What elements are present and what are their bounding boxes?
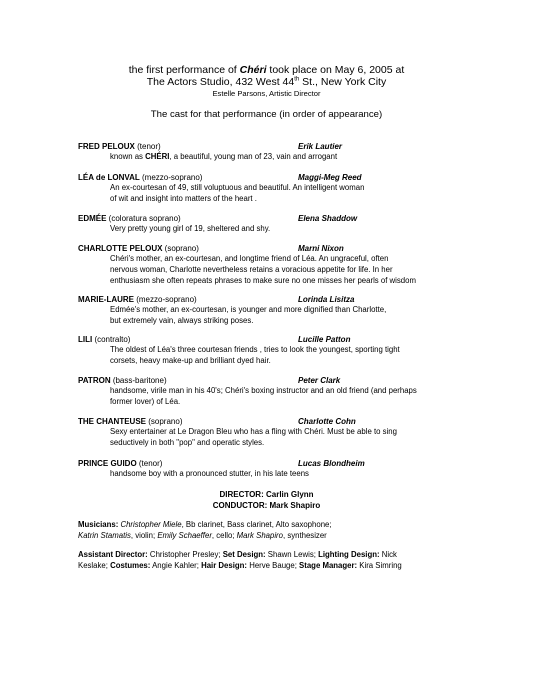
role-description: enthusiasm she often repeats phrases to make sure no one misses her pearls of wisdom [110,275,416,285]
role-entry: MARIE-LAURE (mezzo-soprano) Lorinda Lisitza Edmée's mother, an ex-courtesan, is younger and more dignified than Charlotte, but extremely vain, always striking poses. [78,294,518,327]
actor-name: Maggi-Meg Reed [298,173,362,182]
role-description: of wit and insight into matters of the heart . [110,193,257,203]
role-description: Chéri's mother, an ex-courtesan, and longtime friend of Léa. An ungraceful, often [110,254,389,263]
role-description: An ex-courtesan of 49, still voluptuous and beautiful. An intelligent woman [110,183,365,192]
musicians-paragraph: Musicians: Christopher Miele, Bb clarinet, Bass clarinet, Alto saxophone; Katrin Stamatis, violin; Emily Schaeffer, cello; Mark Shapiro, synthesizer [78,520,332,540]
role-description: Edmée's mother, an ex-courtesan, is younger and more dignified than Charlotte, [110,305,387,314]
actor-name: Lorinda Lisitza [298,295,355,304]
role-description: Sexy entertainer at Le Dragon Bleu who has a fling with Chéri. Must be able to sing [110,427,397,436]
role-description: former lover) of Léa. [110,396,181,406]
opera-title: Chéri [239,64,267,76]
role-description: handsome, virile man in his 40's; Chéri's boxing instructor and an old friend (and perhaps [110,386,417,395]
role-description: but extremely vain, always striking poses. [110,315,254,325]
role-description: seductively in both "pop" and operatic styles. [110,437,265,447]
musicians-label: Musicians: [78,520,119,529]
actor-name: Marni Nixon [298,244,344,253]
actor-name: Elena Shaddow [298,214,358,223]
role-description: corsets, heavy make-up and brilliant dyed hair. [110,355,271,365]
role-entry: CHARLOTTE PELOUX (soprano) Marni Nixon Chéri's mother, an ex-courtesan, and longtime friend of Léa. An ungraceful, often nervous woman, Charlotte nevertheless retains a voracious appetite for life. In her enthusiasm she often repeats phrases to make sure no one misses her pearls of wisdom [78,243,518,286]
actor-name: Lucas Blondheim [298,459,365,468]
role-entry: LÉA de LONVAL (mezzo-soprano) Maggi-Meg Reed An ex-courtesan of 49, still voluptuous and beautiful. An intelligent woman of wit and insight into matters of the heart . [78,172,518,205]
role-description: known as CHÉRI, a beautiful, young man of 23, vain and arrogant [110,152,338,161]
role-entry: LILI (contralto) Lucille Patton The oldest of Léa's three courtesan friends , tries to look the youngest, sporting tight corsets, heavy make-up and brilliant dyed hair. [78,334,518,367]
role-entry: PRINCE GUIDO (tenor) Lucas Blondheim handsome boy with a pronounced stutter, in his late teens [78,458,518,480]
actor-name: Peter Clark [298,376,341,385]
artistic-director-line: Estelle Parsons, Artistic Director [212,89,321,98]
conductor-credit: CONDUCTOR: Mark Shapiro [212,501,321,510]
role-entry: PATRON (bass-baritone) Peter Clark handsome, virile man in his 40's; Chéri's boxing instructor and an old friend (and perhaps former lover) of Léa. [78,375,518,408]
premiere-line: the first performance of Chéri took place on May 6, 2005 at [128,64,405,76]
role-description: nervous woman, Charlotte nevertheless retains a voracious appetite for life. In her [110,264,393,274]
role-entry: EDMÉE (coloratura soprano) Elena Shaddow Very pretty young girl of 19, sheltered and shy. [78,213,518,235]
role-entry: THE CHANTEUSE (soprano) Charlotte Cohn Sexy entertainer at Le Dragon Bleu who has a fling with Chéri. Must be able to sing seductively in both "pop" and operatic styles. [78,416,518,449]
director-credit: DIRECTOR: Carlin Glynn [219,490,314,499]
role-entry: FRED PELOUX (tenor) Erik Lautier known as CHÉRI, a beautiful, young man of 23, vain and arrogant [78,141,518,163]
staff-paragraph: Assistant Director: Christopher Presley; Set Design: Shawn Lewis; Lighting Design: Nick Keslake; Costumes: Angie Kahler; Hair Design: Herve Bauge; Stage Manager: Kira Simring [78,550,402,570]
cast-heading: The cast for that performance (in order of appearance) [150,109,383,120]
venue-line: The Actors Studio, 432 West 44th St., New York City [146,76,387,88]
actor-name: Lucille Patton [298,335,351,344]
actor-name: Erik Lautier [298,142,343,151]
role-description: handsome boy with a pronounced stutter, in his late teens [110,469,309,478]
role-description: Very pretty young girl of 19, sheltered and shy. [110,224,271,233]
role-description: The oldest of Léa's three courtesan friends , tries to look the youngest, sporting tight [110,345,400,354]
actor-name: Charlotte Cohn [298,417,356,426]
